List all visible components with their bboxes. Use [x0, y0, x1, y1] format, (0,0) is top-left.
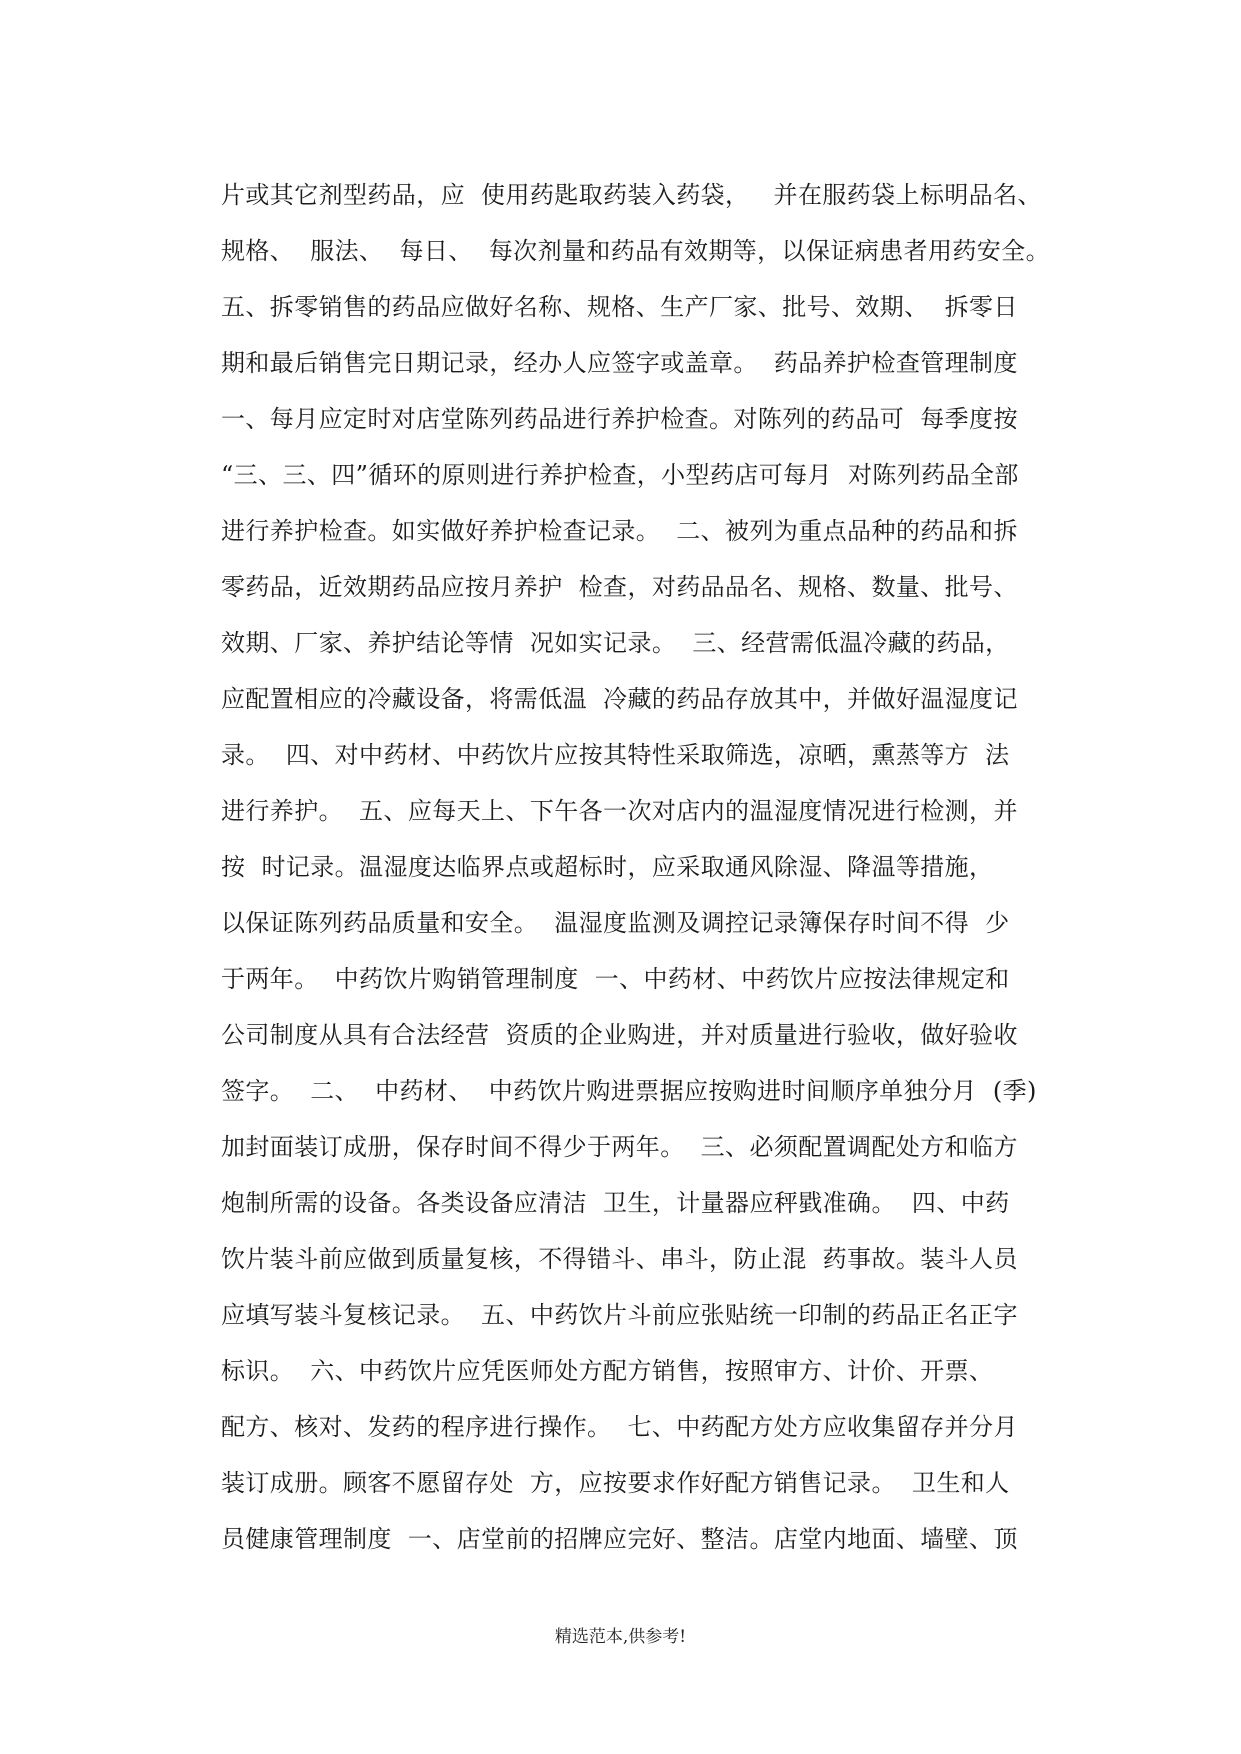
text-line: 装订成册。顾客不愿留存处 方，应按要求作好配方销售记录。 卫生和人 — [221, 1469, 1010, 1497]
text-line: 炮制所需的设备。各类设备应清洁 卫生，计量器应秤戥准确。 四、中药 — [221, 1189, 1010, 1217]
text-line: 效期、厂家、养护结论等情 况如实记录。 三、经营需低温冷藏的药品， — [221, 629, 1010, 657]
text-line: 公司制度从具有合法经营 资质的企业购进，并对质量进行验收，做好验收 — [221, 1021, 1018, 1049]
text-line: 于两年。 中药饮片购销管理制度 一、中药材、中药饮片应按法律规定和 — [221, 965, 1010, 993]
text-line: 加封面装订成册，保存时间不得少于两年。 三、必须配置调配处方和临方 — [221, 1133, 1018, 1161]
text-line: 录。 四、对中药材、中药饮片应按其特性采取筛选，凉晒，熏蒸等方 法 — [221, 741, 1010, 769]
document-body — [221, 167, 1061, 1567]
text-line: 一、每月应定时对店堂陈列药品进行养护检查。对陈列的药品可 每季度按 — [221, 405, 1018, 433]
page-footer: 精选范本,供参考! — [554, 1627, 687, 1647]
text-line: 标识。 六、中药饮片应凭医师处方配方销售，按照审方、计价、开票、 — [221, 1357, 994, 1385]
text-line: 饮片装斗前应做到质量复核，不得错斗、串斗，防止混 药事故。装斗人员 — [221, 1245, 1018, 1273]
text-line: 片或其它剂型药品，应 使用药匙取药装入药袋， 并在服药袋上标明品名、 — [221, 181, 1042, 209]
text-line: 应填写装斗复核记录。 五、中药饮片斗前应张贴统一印制的药品正名正字 — [221, 1301, 1018, 1329]
text-line: 按 时记录。温湿度达临界点或超标时，应采取通风除湿、降温等措施， — [221, 853, 994, 881]
text-line: 期和最后销售完日期记录，经办人应签字或盖章。 药品养护检查管理制度 — [221, 349, 1018, 377]
text-line: 进行养护检查。如实做好养护检查记录。 二、被列为重点品种的药品和拆 — [221, 517, 1018, 545]
text-line: 员健康管理制度 一、店堂前的招牌应完好、整洁。店堂内地面、墙壁、顶 — [221, 1525, 1018, 1553]
text-line: 应配置相应的冷藏设备，将需低温 冷藏的药品存放其中，并做好温湿度记 — [221, 685, 1018, 713]
text-line: 配方、核对、发药的程序进行操作。 七、中药配方处方应收集留存并分月 — [221, 1413, 1018, 1441]
text-line: 零药品，近效期药品应按月养护 检查，对药品品名、规格、数量、批号、 — [221, 573, 1018, 601]
text-line: “三、三、四”循环的原则进行养护检查，小型药店可每月 对陈列药品全部 — [221, 461, 1019, 489]
text-line: 进行养护。 五、应每天上、下午各一次对店内的温湿度情况进行检测，并 — [221, 797, 1018, 825]
text-line: 五、拆零销售的药品应做好名称、规格、生产厂家、批号、效期、 拆零日 — [221, 293, 1018, 321]
text-line: 签字。 二、 中药材、 中药饮片购进票据应按购进时间顺序单独分月 (季) — [221, 1077, 1037, 1105]
text-line: 规格、 服法、 每日、 每次剂量和药品有效期等，以保证病患者用药安全。 — [221, 237, 1050, 265]
text-line: 以保证陈列药品质量和安全。 温湿度监测及调控记录簿保存时间不得 少 — [221, 909, 1010, 937]
